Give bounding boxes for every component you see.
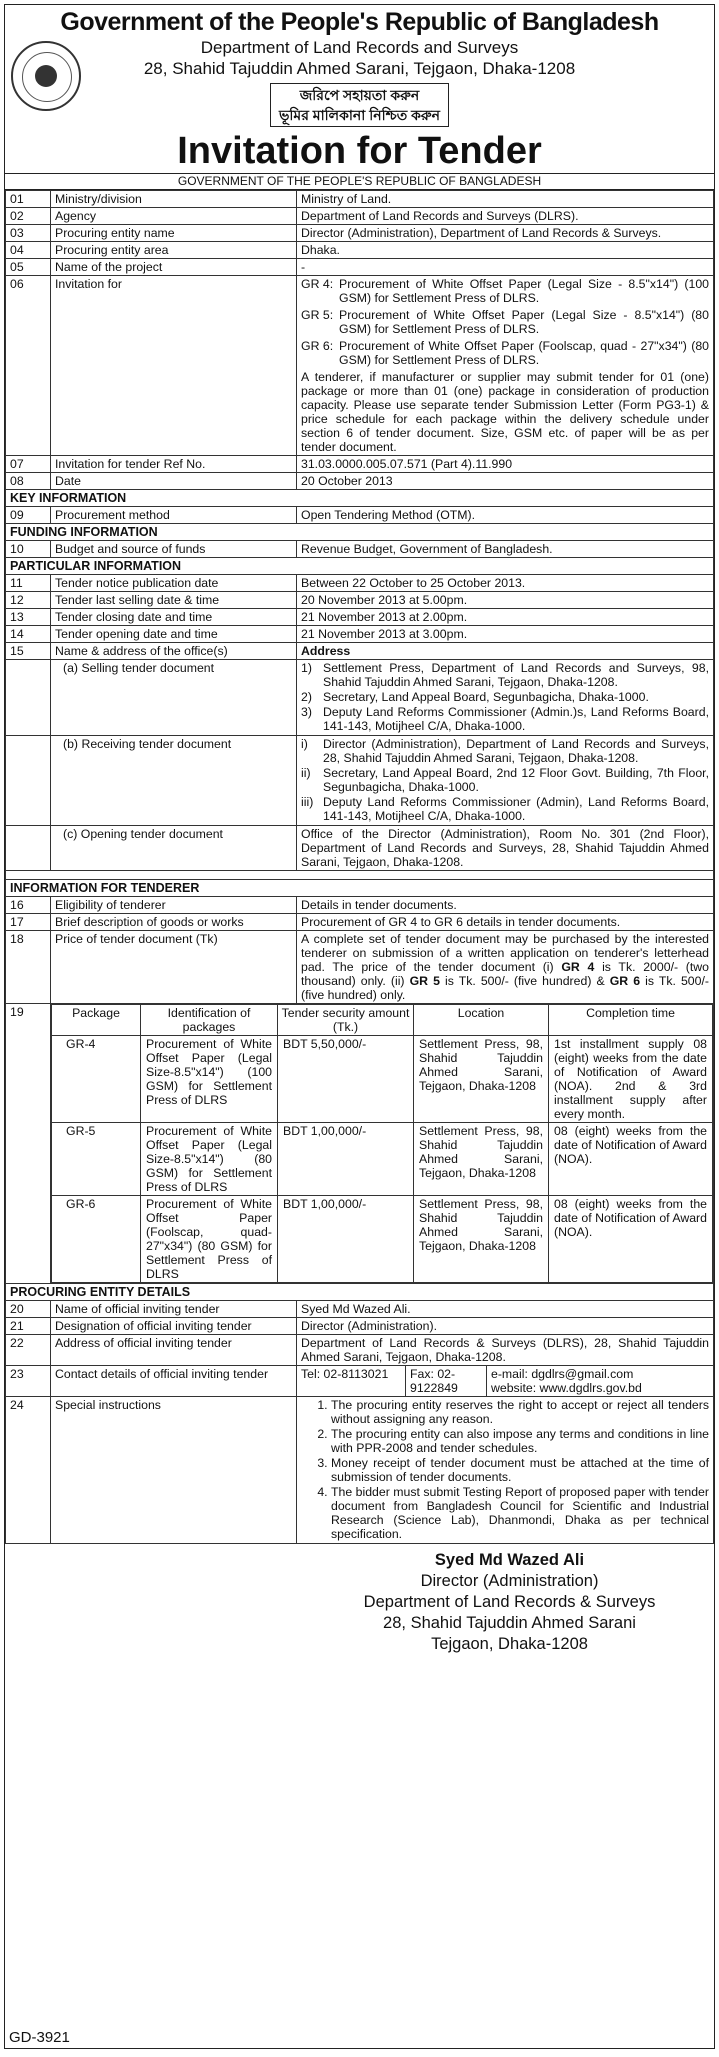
package-header-row: Package Identification of packages Tender security amount (Tk.) Location Completion time: [52, 1005, 713, 1036]
table-row: 05 Name of the project -: [6, 259, 714, 276]
invitation-details: [297, 276, 714, 456]
department-name: Department of Land Records and Surveys: [200, 38, 519, 57]
section-heading: INFORMATION FOR TENDERER: [6, 880, 714, 897]
signatory-name: Syed Md Wazed Ali: [434, 1551, 585, 1569]
section-heading: PROCURING ENTITY DETAILS: [6, 1284, 714, 1301]
section-heading: PARTICULAR INFORMATION: [6, 558, 714, 575]
page-title: Invitation for Tender: [177, 130, 542, 172]
spacer-row: [6, 871, 714, 880]
list-item: 2. The procuring entity can also impose any terms and conditions in line with PPR-2008 and tender schedules.: [331, 1427, 709, 1455]
selling-list: [301, 661, 709, 733]
table-row: 22 Address of official inviting tender Department of Land Records & Surveys (DLRS), 28, Shahid Tajuddin Ahmed Sarani, Tejgaon, Dhaka-1208.: [6, 1335, 714, 1366]
subtitle: GOVERNMENT OF THE PEOPLE'S REPUBLIC OF BANGLADESH: [5, 173, 714, 190]
header: [5, 5, 714, 173]
table-row: 03 Procuring entity name Director (Administration), Department of Land Records & Surveys.: [6, 225, 714, 242]
table-row: 23 Contact details of official inviting tender Tel: 02-8113021 Fax: 02-9122849 e-mail: dgdlrs@gmail.com website: www.dgdlrs.gov.bd: [6, 1366, 714, 1397]
tender-notice: [4, 4, 715, 2049]
signatory-city: Tejgaon, Dhaka-1208: [431, 1635, 588, 1653]
list-item: 3. Money receipt of tender document must be attached at the time of submission of tender documents.: [331, 1456, 709, 1484]
table-row: (c) Opening tender document Office of the Director (Administration), Room No. 301 (2nd Floor), Department of Land Records and Surveys, 28, Shahid Tajuddin Ahmed Sarani, Tejgaon, Dhaka-1208.: [6, 826, 714, 871]
table-row: 18 Price of tender document (Tk) A complete set of tender document may be purchased by the interested tenderer on submission of a written application on tenderer's letterhead pad. The price of the tender document (i) GR 4 is Tk. 2000/- (two thousand) only. (ii) GR 5 is Tk. 500/- (five hundred) & GR 6 is Tk. 500/- (five hundred) only.: [6, 931, 714, 1004]
table-row: 10 Budget and source of funds Revenue Budget, Government of Bangladesh.: [6, 541, 714, 558]
package-table: [51, 1004, 713, 1283]
table-row: 12 Tender last selling date & time 20 November 2013 at 5.00pm.: [6, 592, 714, 609]
list-item: 4. The bidder must submit Testing Report of proposed paper with tender document from Bangladesh Council for Scientific and Industrial Research (Science Lab), Dhanmondi, Dhaka as per technical specification.: [331, 1485, 709, 1541]
special-instructions: [301, 1398, 709, 1541]
table-row: 01 Ministry/division Ministry of Land.: [6, 191, 714, 208]
slogan-box: [270, 83, 449, 127]
contact-details: Tel: 02-8113021 Fax: 02-9122849 e-mail: dgdlrs@gmail.com website: www.dgdlrs.gov.bd: [297, 1366, 713, 1396]
table-row: (b) Receiving tender document i) Director (Administration), Department of Land Records and Surveys, 28, Shahid Tajuddin Ahmed Sarani, Tejgaon, Dhaka-1208. ii) Secretary, Land Appeal Board, 2nd 12 Floor Govt. Building, 7th Floor, Segunbagicha, Dhaka-1000. iii) Deputy Land Reforms Commissioner (Admin), Land Reforms Board, 141-143, Motijheel C/A, Dhaka-1000.: [6, 736, 714, 826]
table-row: 06 Invitation for GR 4: Procurement of White Offset Paper (Legal Size - 8.5"x14") (100 GSM) for Settlement Press of DLRS. GR 5: Procurement of White Offset Paper (Legal Size - 8.5"x14") (80 GSM) for Settlement Press of DLRS. GR 6: Procurement of White Offset Paper (Foolscap, quad - 27"x34") (80 GSM) for Settlement Press of DLRS. A tenderer, if manufacturer or supplier may submit tender for 01 (one) package or more than 01 (one) package in consideration of production capacity. Please use separate tender Submission Letter (Form PG3-1) & price schedule for each package within the delivery schedule under section 6 of tender document. Size, GSM etc. of paper will be as per tender document.: [6, 276, 714, 456]
table-row: 09 Procurement method Open Tendering Method (OTM).: [6, 507, 714, 524]
table-row: 17 Brief description of goods or works Procurement of GR 4 to GR 6 details in tender documents.: [6, 914, 714, 931]
table-row: 24 Special instructions 1. The procuring entity reserves the right to accept or reject all tenders without assigning any reason. 2. The procuring entity can also impose any terms and conditions in line with PPR-2008 and tender schedules. 3. Money receipt of tender document must be attached at the time of submission of tender documents. 4. The bidder must submit Testing Report of proposed paper with tender document from Bangladesh Council for Scientific and Industrial Research (Science Lab), Dhanmondi, Dhaka as per technical specification.: [6, 1397, 714, 1544]
table-row: 02 Agency Department of Land Records and Surveys (DLRS).: [6, 208, 714, 225]
signatory-department: Department of Land Records & Surveys: [363, 1593, 656, 1611]
table-row: 11 Tender notice publication date Between 22 October to 25 October 2013.: [6, 575, 714, 592]
table-row: 04 Procuring entity area Dhaka.: [6, 242, 714, 259]
list-item: ii) Secretary, Land Appeal Board, 2nd 12 Floor Govt. Building, 7th Floor, Segunbagicha, Dhaka-1000.: [301, 766, 709, 794]
signatory-street: 28, Shahid Tajuddin Ahmed Sarani: [383, 1614, 636, 1632]
gr5-item: GR 5: Procurement of White Offset Paper (Legal Size - 8.5"x14") (80 GSM) for Settlement Press of DLRS.: [301, 308, 709, 336]
table-row: 13 Tender closing date and time 21 November 2013 at 2.00pm.: [6, 609, 714, 626]
package-row: GR-5 Procurement of White Offset Paper (Legal Size-8.5"x14") (80 GSM) for Settlement Press of DLRS BDT 1,00,000/- Settlement Press, 98, Shahid Tajuddin Ahmed Sarani, Tejgaon, Dhaka-1208 08 (eight) weeks from the date of Notification of Award (NOA).: [52, 1123, 713, 1196]
section-heading: KEY INFORMATION: [6, 490, 714, 507]
table-row: 20 Name of official inviting tender Syed Md Wazed Ali.: [6, 1301, 714, 1318]
list-item: 2) Secretary, Land Appeal Board, Segunbagicha, Dhaka-1000.: [301, 690, 649, 704]
package-row: GR-4 Procurement of White Offset Paper (Legal Size-8.5"x14") (100 GSM) for Settlement Press of DLRS BDT 5,50,000/- Settlement Press, 98, Shahid Tajuddin Ahmed Sarani, Tejgaon, Dhaka-1208 1st installment supply 08 (eight) weeks from the date of Notification of Award (NOA). 2nd & 3rd installment supply after every month.: [52, 1036, 713, 1123]
table-row: 19 Package Identification of packages Tender security amount (Tk.) Location Completion time GR-4 Procurement of White Offset Paper (Legal Size-8.5"x14") (100 GSM) for Settlement Press of DLRS BDT 5,50,000/- Settlement Press, 98, Shahid Tajuddin Ahmed Sarani, Tejgaon, Dhaka-1208 1st installment supply 08 (eight) weeks from the date of Notification of Award (NOA). 2nd & 3rd installment supply after every month. GR-5 Procurement of White Offset Paper (Legal Size-8.5"x14") (80 GSM) for Settlement Press of DLRS BDT 1,00,000/- Settlement Press, 98, Shahid Tajuddin Ahmed Sarani, Tejgaon, Dhaka-1208 08 (eight) weeks from the date of Notification of Award (NOA). GR-6 Procurement of White Offset Paper (Foolscap, quad-27"x34") (80 GSM) for Settlement Press of DLRS BDT 1,00,000/- Settlement Press, 98, Shahid Tajuddin Ahmed Sarani, Tejgaon, Dhaka-1208 08 (eight) weeks from the date of Notification of Award (NOA).: [6, 1004, 714, 1284]
receiving-list: [301, 737, 709, 823]
table-row: 21 Designation of official inviting tender Director (Administration).: [6, 1318, 714, 1335]
list-item: iii) Deputy Land Reforms Commissioner (Admin), Land Reforms Board, 141-143, Motijheel C/A, Dhaka-1000.: [301, 795, 709, 823]
signature-block: [305, 1544, 714, 1655]
list-item: 1. The procuring entity reserves the right to accept or reject all tenders without assigning any reason.: [331, 1398, 709, 1426]
government-seal-icon: [11, 41, 81, 111]
slogan-line-1: জরিপে সহায়তা করুন: [299, 87, 420, 103]
table-row: 07 Invitation for tender Ref No. 31.03.0000.005.07.571 (Part 4).11.990: [6, 456, 714, 473]
table-row: 16 Eligibility of tenderer Details in tender documents.: [6, 897, 714, 914]
notice-code: GD-3921: [9, 2029, 70, 2046]
gr6-item: GR 6: Procurement of White Offset Paper (Foolscap, quad - 27"x34") (80 GSM) for Settlement Press of DLRS.: [301, 339, 709, 367]
government-title: Government of the People's Republic of Bangladesh: [60, 8, 659, 36]
list-item: 3) Deputy Land Reforms Commissioner (Admin.)s, Land Reforms Board, 141-143, Motijheel C/A, Dhaka-1000.: [301, 705, 709, 733]
table-row: 15 Name & address of the office(s) Address: [6, 643, 714, 660]
signatory-designation: Director (Administration): [420, 1572, 599, 1590]
table-row: 14 Tender opening date and time 21 November 2013 at 3.00pm.: [6, 626, 714, 643]
section-heading: FUNDING INFORMATION: [6, 524, 714, 541]
slogan-line-2: ভূমির মালিকানা নিশ্চিত করুন: [279, 107, 440, 123]
table-row: (a) Selling tender document 1) Settlement Press, Department of Land Records and Surveys, 98, Shahid Tajuddin Ahmed Sarani, Tejgaon, Dhaka-1208. 2) Secretary, Land Appeal Board, Segunbagicha, Dhaka-1000. 3) Deputy Land Reforms Commissioner (Admin.)s, Land Reforms Board, 141-143, Motijheel C/A, Dhaka-1000.: [6, 660, 714, 736]
tender-table: [5, 190, 714, 1544]
department-address: 28, Shahid Tajuddin Ahmed Sarani, Tejgaon, Dhaka-1208: [143, 59, 576, 78]
invitation-note: A tenderer, if manufacturer or supplier may submit tender for 01 (one) package or more than 01 (one) package in consideration of production capacity. Please use separate tender Submission Letter (Form PG3-1) & price schedule for each package within the delivery schedule under section 6 of tender document. Size, GSM etc. of paper will be as per tender document.: [301, 370, 709, 454]
list-item: 1) Settlement Press, Department of Land Records and Surveys, 98, Shahid Tajuddin Ahmed Sarani, Tejgaon, Dhaka-1208.: [301, 661, 709, 689]
document-price: A complete set of tender document may be purchased by the interested tenderer on submission of a written application on tenderer's letterhead pad. The price of the tender document (i) GR 4 is Tk. 2000/- (two thousand) only. (ii) GR 5 is Tk. 500/- (five hundred) & GR 6 is Tk. 500/- (five hundred) only.: [297, 931, 714, 1004]
package-row: GR-6 Procurement of White Offset Paper (Foolscap, quad-27"x34") (80 GSM) for Settlement Press of DLRS BDT 1,00,000/- Settlement Press, 98, Shahid Tajuddin Ahmed Sarani, Tejgaon, Dhaka-1208 08 (eight) weeks from the date of Notification of Award (NOA).: [52, 1196, 713, 1283]
table-row: 08 Date 20 October 2013: [6, 473, 714, 490]
list-item: i) Director (Administration), Department of Land Records and Surveys, 28, Shahid Tajuddin Ahmed Sarani, Tejgaon, Dhaka-1208.: [301, 737, 709, 765]
gr4-item: GR 4: Procurement of White Offset Paper (Legal Size - 8.5"x14") (100 GSM) for Settlement Press of DLRS.: [301, 277, 709, 305]
